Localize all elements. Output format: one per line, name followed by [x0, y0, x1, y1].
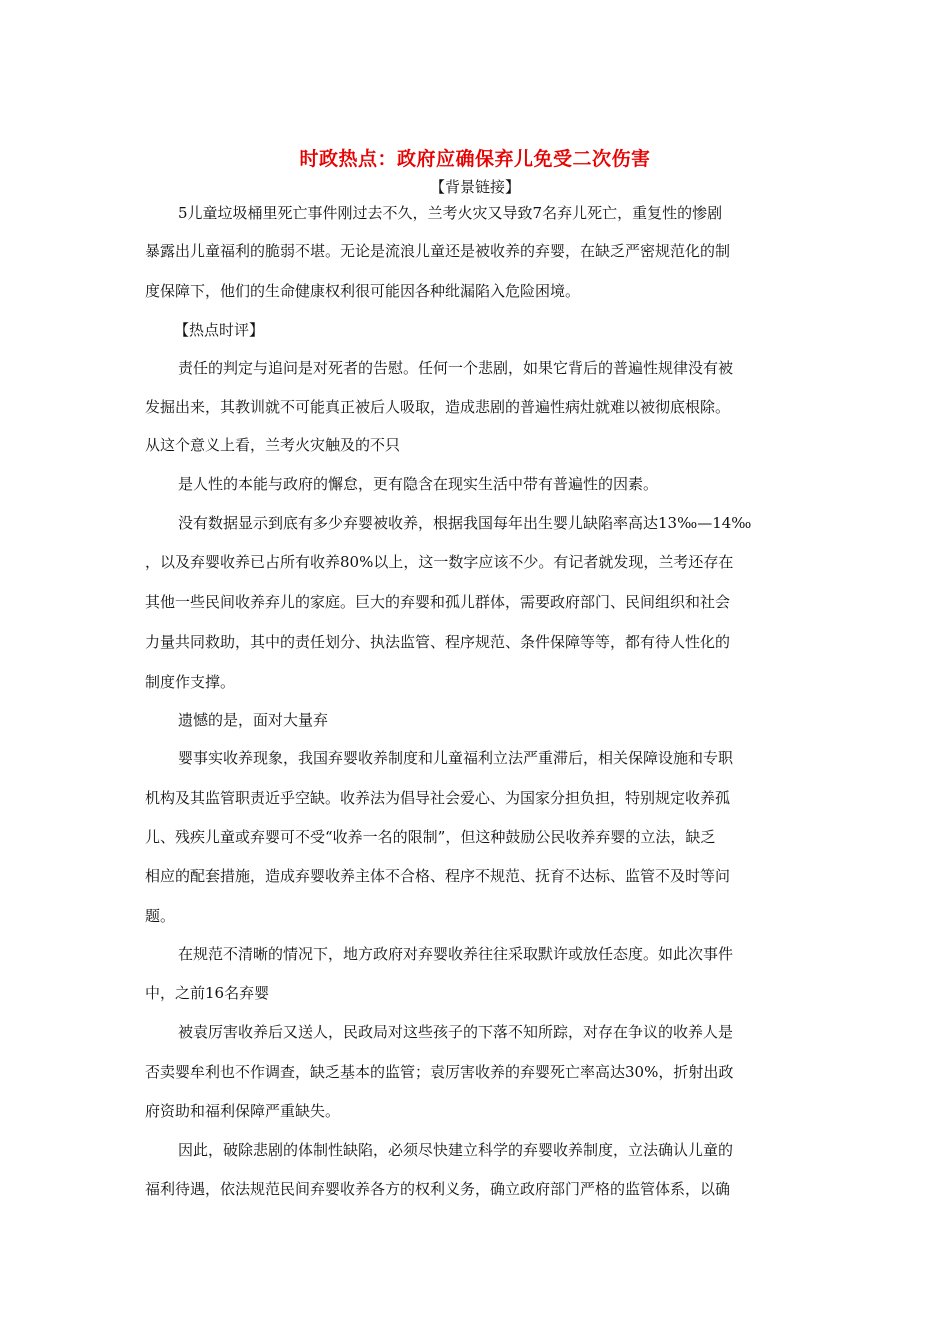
paragraph-line: 机构及其监管职责近乎空缺。收养法为倡导社会爱心、为国家分担负担，特别规定收养孤 [145, 789, 731, 807]
background-heading: 【背景链接】 [429, 178, 520, 196]
paragraph-line: 遗憾的是，面对大量弃 [178, 711, 329, 729]
paragraph-line: 被袁厉害收养后又送人，民政局对这些孩子的下落不知所踪，对存在争议的收养人是 [178, 1023, 734, 1041]
article-title: 时政热点：政府应确保弃儿免受二次伤害 [299, 148, 651, 170]
paragraph-line: 因此，破除悲剧的体制性缺陷，必须尽快建立科学的弃婴收养制度，立法确认儿童的 [178, 1141, 734, 1159]
paragraph-line: 否卖婴牟利也不作调查，缺乏基本的监管；袁厉害收养的弃婴死亡率高达30%，折射出政 [145, 1063, 734, 1081]
paragraph-line: 是人性的本能与政府的懈怠，更有隐含在现实生活中带有普遍性的因素。 [178, 475, 659, 493]
paragraph-line: 婴事实收养现象，我国弃婴收养制度和儿童福利立法严重滞后，相关保障设施和专职 [178, 749, 734, 767]
paragraph-line: 度保障下，他们的生命健康权利很可能因各种纰漏陷入危险困境。 [145, 282, 581, 300]
paragraph-line: 中，之前16名弃婴 [145, 984, 270, 1002]
paragraph-line: 暴露出儿童福利的脆弱不堪。无论是流浪儿童还是被收养的弃婴，在缺乏严密规范化的制 [145, 242, 731, 260]
paragraph-line: 5儿童垃圾桶里死亡事件刚过去不久，兰考火灾又导致7名弃儿死亡，重复性的惨剧 [178, 204, 723, 222]
paragraph-line: 责任的判定与追问是对死者的告慰。任何一个悲剧，如果它背后的普遍性规律没有被 [178, 359, 734, 377]
paragraph-line: 从这个意义上看，兰考火灾触及的不只 [145, 436, 401, 454]
paragraph-line: 福利待遇，依法规范民间弃婴收养各方的权利义务，确立政府部门严格的监管体系，以确 [145, 1180, 731, 1198]
paragraph-line: 发掘出来，其教训就不可能真正被后人吸取，造成悲剧的普遍性病灶就难以被彻底根除。 [145, 398, 731, 416]
paragraph-line: ，以及弃婴收养已占所有收养80%以上，这一数字应该不少。有记者就发现，兰考还存在 [145, 553, 734, 571]
paragraph-line: 制度作支撑。 [145, 673, 236, 691]
paragraph-line: 儿、残疾儿童或弃婴可不受“收养一名的限制”，但这种鼓励公民收养弃婴的立法，缺乏 [145, 828, 716, 846]
paragraph-line: 题。 [145, 907, 176, 925]
paragraph-line: 其他一些民间收养弃儿的家庭。巨大的弃婴和孤儿群体，需要政府部门、民间组织和社会 [145, 593, 731, 611]
commentary-heading: 【热点时评】 [174, 321, 265, 339]
paragraph-line: 在规范不清晰的情况下，地方政府对弃婴收养往往采取默许或放任态度。如此次事件 [178, 945, 734, 963]
paragraph-line: 相应的配套措施，造成弃婴收养主体不合格、程序不规范、抚育不达标、监管不及时等问 [145, 867, 731, 885]
paragraph-line: 力量共同救助，其中的责任划分、执法监管、程序规范、条件保障等等，都有待人性化的 [145, 633, 731, 651]
paragraph-line: 府资助和福利保障严重缺失。 [145, 1102, 341, 1120]
paragraph-line: 没有数据显示到底有多少弃婴被收养，根据我国每年出生婴儿缺陷率高达13‰—14‰ [178, 514, 752, 532]
